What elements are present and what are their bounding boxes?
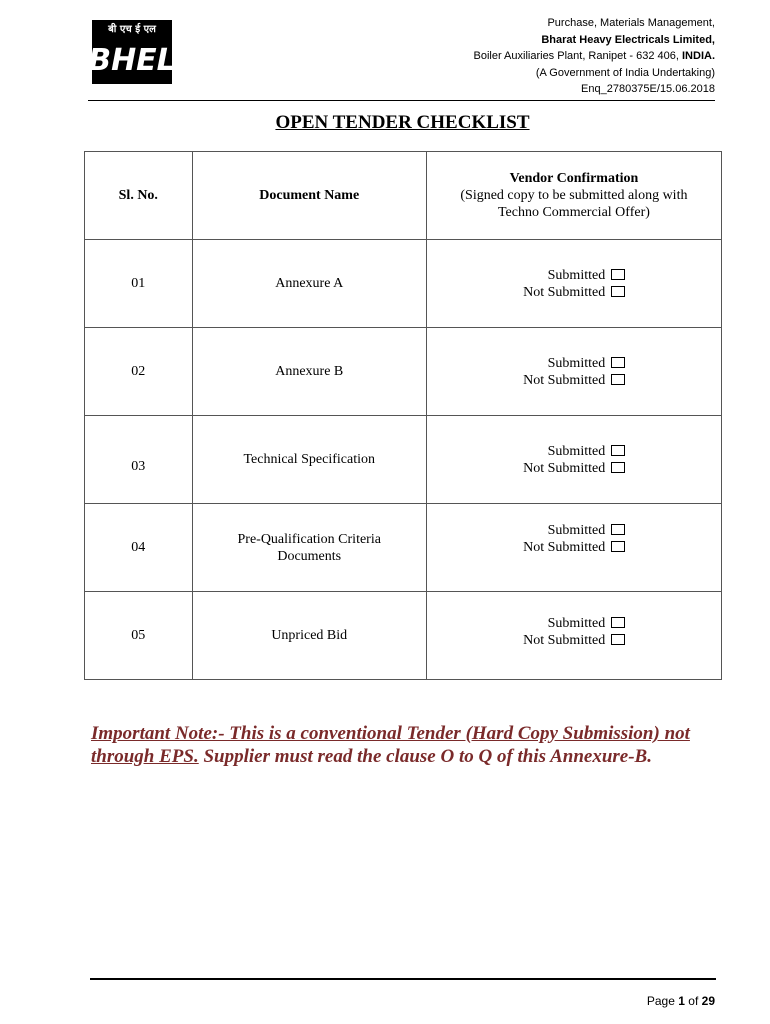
not-submitted-checkbox[interactable] bbox=[611, 634, 625, 645]
row-document-name: Pre-Qualification Criteria Documents bbox=[192, 504, 426, 592]
not-submitted-label: Not Submitted bbox=[523, 372, 606, 388]
table-row bbox=[85, 416, 722, 504]
row-vendor-confirmation bbox=[426, 592, 721, 680]
row-sl-no: 05 bbox=[85, 592, 193, 680]
not-submitted-label: Not Submitted bbox=[523, 284, 606, 300]
page-number: Page 1 of 29 bbox=[646, 994, 715, 1008]
submitted-label: Submitted bbox=[547, 355, 606, 371]
submitted-label: Submitted bbox=[547, 443, 606, 459]
table-row bbox=[85, 328, 722, 416]
table-row bbox=[85, 504, 722, 592]
submitted-checkbox[interactable] bbox=[611, 445, 625, 456]
table-row bbox=[85, 592, 722, 680]
row-document-name: Annexure A bbox=[192, 240, 426, 328]
header-document-name: Document Name bbox=[192, 152, 426, 240]
not-submitted-label: Not Submitted bbox=[523, 632, 606, 648]
address-line-1: Purchase, Materials Management, bbox=[547, 17, 715, 29]
page-title: OPEN TENDER CHECKLIST bbox=[275, 112, 530, 133]
enquiry-ref: Enq_2780375E/15.06.2018 bbox=[581, 83, 715, 95]
header-vendor-confirmation: Vendor Confirmation (Signed copy to be submitted along with Techno Commercial Offer) bbox=[426, 152, 721, 240]
row-vendor-confirmation bbox=[426, 416, 721, 504]
not-submitted-checkbox[interactable] bbox=[611, 462, 625, 473]
company-address bbox=[473, 15, 715, 98]
logo-hindi-text: बी एच ई एल bbox=[108, 24, 156, 35]
footer-divider bbox=[90, 978, 716, 980]
submitted-checkbox[interactable] bbox=[611, 269, 625, 280]
row-vendor-confirmation bbox=[426, 240, 721, 328]
not-submitted-checkbox[interactable] bbox=[611, 374, 625, 385]
row-document-name: Annexure B bbox=[192, 328, 426, 416]
not-submitted-checkbox[interactable] bbox=[611, 541, 625, 552]
address-line-3: Boiler Auxiliaries Plant, Ranipet - 632 406, INDIA. bbox=[473, 50, 715, 62]
important-note-underlined: Important Note:- This is a conventional Tender (Hard Copy Submission) not through EPS. bbox=[91, 723, 690, 767]
submitted-checkbox[interactable] bbox=[611, 357, 625, 368]
submitted-label: Submitted bbox=[547, 615, 606, 631]
submitted-label: Submitted bbox=[547, 523, 606, 538]
row-vendor-confirmation bbox=[426, 504, 721, 592]
bhel-logo bbox=[92, 20, 172, 84]
table-header-row bbox=[85, 152, 722, 240]
submitted-checkbox[interactable] bbox=[611, 524, 625, 535]
header-sl-no: Sl. No. bbox=[85, 152, 193, 240]
address-line-2: Bharat Heavy Electricals Limited, bbox=[541, 33, 715, 46]
row-sl-no: 03 bbox=[85, 416, 193, 504]
table-row bbox=[85, 240, 722, 328]
checklist-table bbox=[84, 151, 722, 680]
row-document-name: Technical Specification bbox=[192, 416, 426, 504]
logo-text: BHEL bbox=[92, 43, 172, 78]
submitted-label: Submitted bbox=[547, 267, 606, 283]
header-divider bbox=[88, 100, 715, 101]
address-line-4: (A Government of India Undertaking) bbox=[535, 66, 715, 79]
not-submitted-checkbox[interactable] bbox=[611, 286, 625, 297]
not-submitted-label: Not Submitted bbox=[523, 540, 606, 555]
row-document-name: Unpriced Bid bbox=[192, 592, 426, 680]
important-note-rest: Supplier must read the clause O to Q of this Annexure-B. bbox=[203, 746, 652, 767]
row-sl-no: 02 bbox=[85, 328, 193, 416]
row-sl-no: 01 bbox=[85, 240, 193, 328]
important-note bbox=[91, 722, 731, 768]
row-sl-no: 04 bbox=[85, 504, 193, 592]
not-submitted-label: Not Submitted bbox=[523, 460, 606, 476]
row-vendor-confirmation bbox=[426, 328, 721, 416]
submitted-checkbox[interactable] bbox=[611, 617, 625, 628]
